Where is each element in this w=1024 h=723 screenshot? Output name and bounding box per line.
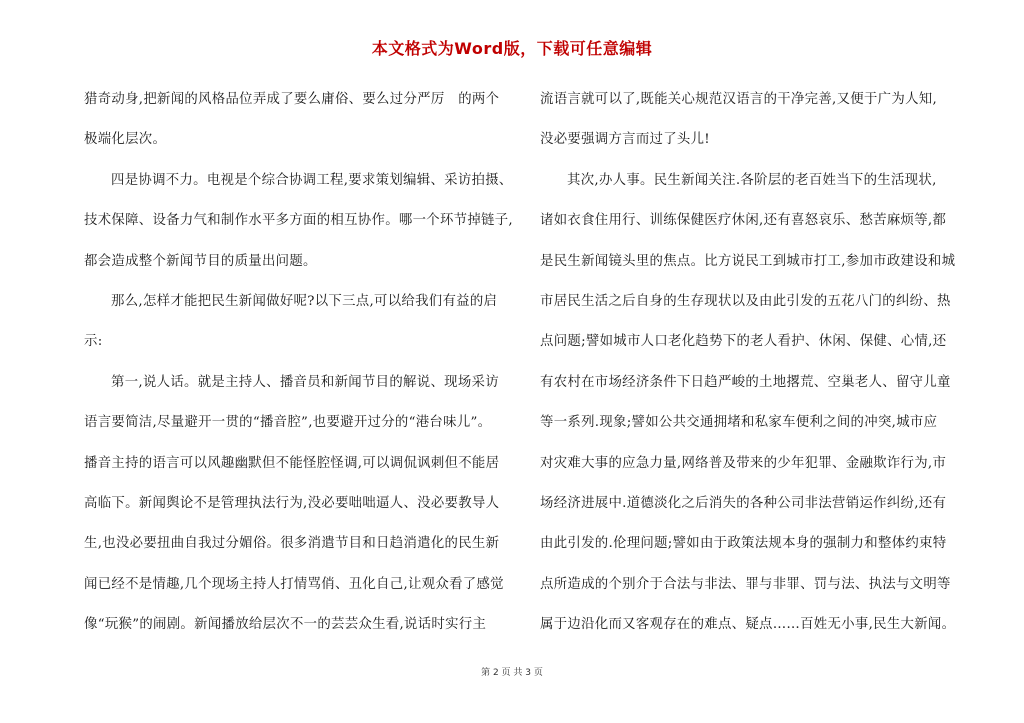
text-line: 高临下。新闻舆论不是管理执法行为,没必要咄咄逼人、没必要教导人 (84, 495, 500, 511)
text-line: 生,也没必要扭曲自我过分媚俗。很多消遣节目和日趋消遣化的民生新 (84, 536, 500, 552)
text-line: 猎奇动身,把新闻的风格品位弄成了要么庸俗、要么过分严厉 的两个 (84, 92, 500, 107)
text-line: 对灾难大事的应急力量,网络普及带来的少年犯罪、金融欺诈行为,市 (540, 455, 947, 471)
text-line: 极端化层次。 (84, 132, 167, 148)
text-line: 都会造成整个新闻节目的质量出问题。 (84, 253, 317, 269)
text-line: 语言要简洁,尽量避开一贯的“播音腔”,也要避开过分的“港台味儿”。 (84, 415, 492, 431)
text-line: 播音主持的语言可以风趣幽默但不能怪腔怪调,可以调侃讽刺但不能居 (84, 455, 500, 471)
text-line: 市居民生活之后自身的生存现状以及由此引发的五花八门的纠纷、热 (540, 293, 951, 309)
text-line: 诸如衣食住用行、训练保健医疗休闲,还有喜怒哀乐、愁苦麻烦等,都 (540, 213, 947, 229)
text-line: 闻已经不是情趣,几个现场主持人打情骂俏、丑化自己,让观众看了感觉 (84, 576, 504, 592)
text-line: 第一,说人话。就是主持人、播音员和新闻节目的解说、现场采访 (111, 374, 499, 390)
text-line: 示: (84, 334, 103, 350)
text-line: 场经济进展中.道德淡化之后消失的各种公司非法营销运作纠纷,还有 (540, 495, 947, 511)
text-line: 点所造成的个别介于合法与非法、罪与非罪、罚与法、执法与文明等 (540, 576, 951, 592)
text-line: 像“玩猴”的闹剧。新闻播放给层次不一的芸芸众生看,说话时实行主 (84, 617, 487, 633)
text-line: 有农村在市场经济条件下日趋严峻的土地撂荒、空巢老人、留守儿童 (540, 374, 951, 390)
text-line: 四是协调不力。电视是个综合协调工程,要求策划编辑、采访拍摄、 (111, 172, 513, 188)
text-line: 那么,怎样才能把民生新闻做好呢?以下三点,可以给我们有益的启 (111, 293, 498, 309)
text-line: 由此引发的.伦理问题;譬如由于政策法规本身的强制力和整体约束特 (540, 536, 947, 552)
document-header-banner: 本文格式为Word版，下载可任意编辑 (371, 39, 653, 58)
left-text-column (84, 80, 516, 645)
text-line: 技术保障、设备力气和制作水平多方面的相互协作。哪一个环节掉链子, (84, 213, 513, 229)
text-line: 等一系列.现象;譬如公共交通拥堵和私家车便利之间的冲突,城市应 (540, 415, 938, 431)
page-number-footer: 第 2 页 共 3 页 (481, 668, 543, 678)
text-line: 流语言就可以了,既能关心规范汉语言的干净完善,又便于广为人知, (540, 92, 938, 107)
text-line: 属于边沿化而又客观存在的难点、疑点……百姓无小事,民生大新闻。 (540, 617, 956, 633)
text-line: 是民生新闻镜头里的焦点。比方说民工到城市打工,参加市政建设和城 (540, 253, 956, 269)
text-line: 点问题;譬如城市人口老化趋势下的老人看护、休闲、保健、心情,还 (540, 334, 947, 350)
text-line: 没必要强调方言而过了头儿! (540, 132, 710, 148)
text-line: 其次,办人事。民生新闻关注.各阶层的老百姓当下的生活现状, (567, 172, 937, 188)
right-text-column (540, 80, 972, 645)
